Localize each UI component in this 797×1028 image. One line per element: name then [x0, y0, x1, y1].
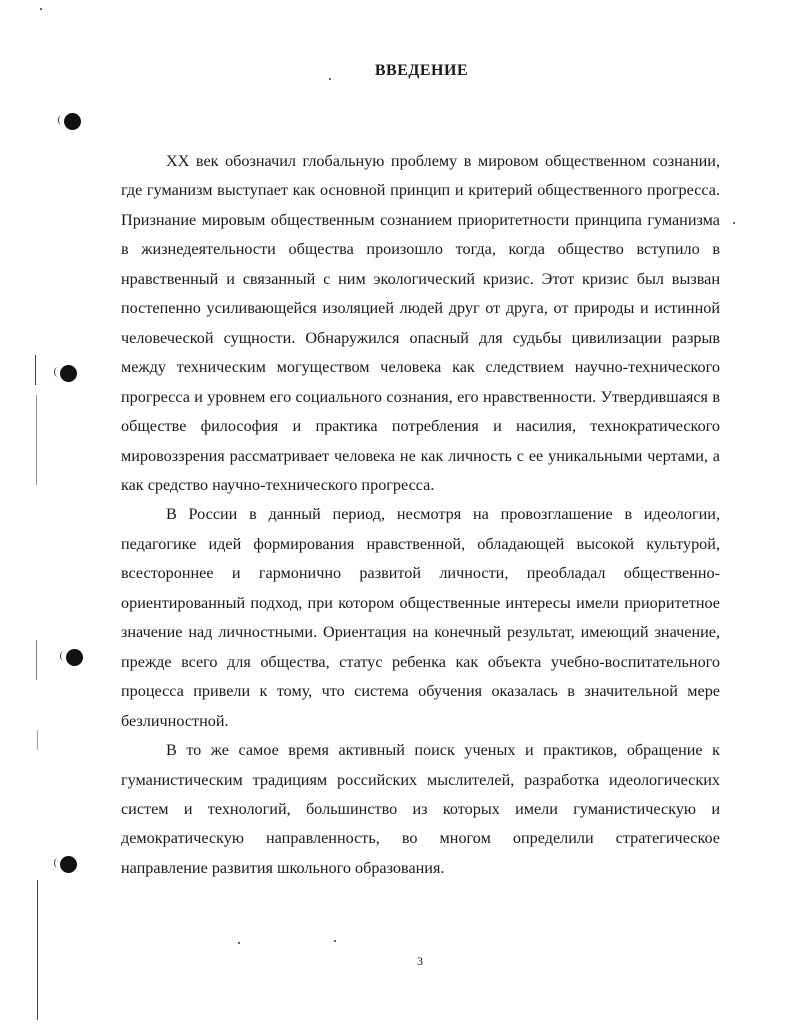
margin-line-2: [36, 395, 37, 485]
speck-3: [238, 942, 240, 944]
speck-4: [334, 940, 336, 942]
punch-hole-4: [60, 856, 77, 873]
margin-line-4: [37, 730, 38, 750]
punch-hole-2: [60, 365, 77, 382]
speck-2: [40, 8, 42, 10]
page-number: 3: [417, 954, 423, 968]
paragraph-1: XX век обозначил глобальную проблему в мировом общественном сознании, где гуманизм выступает как основной принцип и критерий общественного прогресса. Признание мировым общественным сознанием приоритетности принципа гуманизма в жизнедеятельности общества произошло тогда, когда общество вступило в нравственный и связанный с ним экологический кризис. Этот кризис был вызван постепенно усиливающейся изоляцией людей друг от друга, от природы и истинной человеческой сущности. Обнаружился опасный для судьбы цивилизации разрыв между техническим могуществом человека как следствием научно-технического прогресса и уровнем его социального сознания, его нравственности. Утвердившаяся в обществе философия и практика потребления и насилия, технократического мировоззрения рассматривает человека не как личность с ее уникальными чертами, а как средство научно-технического прогресса.: [121, 152, 720, 494]
speck-5: [733, 222, 735, 224]
margin-line-5: [37, 880, 38, 1020]
margin-line-3: [36, 640, 37, 680]
punch-hole-3: [66, 649, 83, 666]
paragraph-3: В то же самое время активный поиск ученых и практиков, обращение к гуманистическим традициям российских мыслителей, разработка идеологических систем и технологий, большинство из которых имели гуманистическую и демократическую направленность, во многом определили стратегическое направление развития школьного образования.: [121, 741, 720, 877]
paragraph-2: В России в данный период, несмотря на провозглашение в идеологии, педагогике идей формирования нравственной, обладающей высокой культурой, всестороннее и гармонично развитой личности, преобладал общественно-ориентированный подход, при котором общественные интересы имели приоритетное значение над личностными. Ориентация на конечный результат, имеющий значение, прежде всего для общества, статус ребенка как объекта учебно-воспитательного процесса привели к тому, что система обучения оказалась в значительной мере безличностной.: [121, 505, 720, 730]
margin-line-1: [35, 355, 36, 385]
page-title: ВВЕДЕНИЕ: [374, 62, 469, 79]
punch-hole-1: [64, 113, 81, 130]
body-text: [121, 147, 720, 883]
